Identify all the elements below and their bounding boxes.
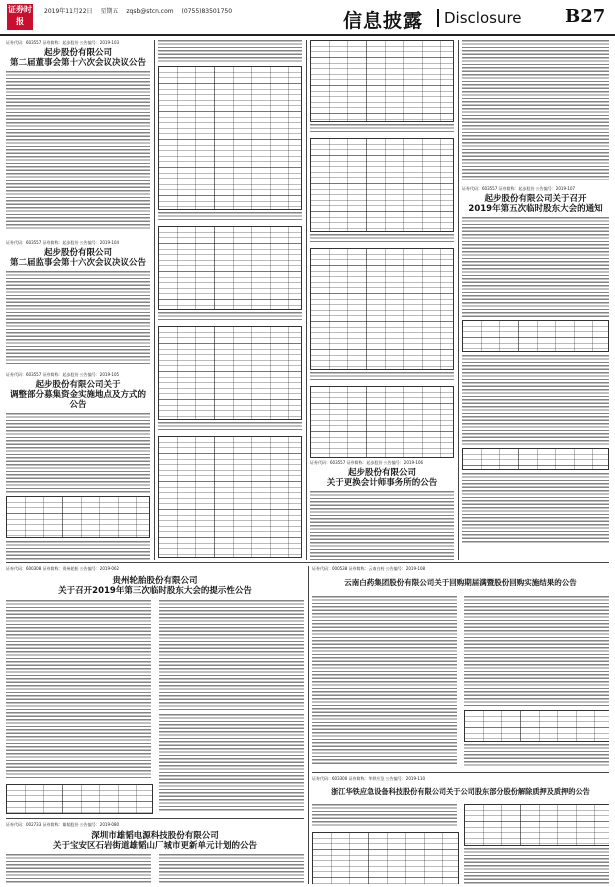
notice-divider [312,772,609,773]
notice-body [312,596,457,766]
notice-body [312,804,457,828]
notice-title: 起步股份有限公司 第二届董事会第十六次会议决议公告 [9,48,146,68]
notice-body [6,541,150,560]
bottom-left [6,566,304,884]
data-table [310,138,454,232]
notice-board-resolution [6,40,150,235]
notice-body [6,71,150,231]
notice-body [159,854,304,884]
data-table [158,226,302,310]
notice-title: 起步股份有限公司 关于更换会计师事务所的公告 [326,468,438,488]
notice-body [159,714,304,812]
notice-shareholder-meeting [462,186,609,560]
fund-table [6,496,150,538]
notice-body [158,212,302,222]
notice-code: 证券代码：603557 证券简称：起步股份 公告编号：2019-105 [6,372,120,377]
data-table [158,436,302,558]
notice-code: 证券代码：000538 证券简称：云南白药 公告编号：2019-108 [312,566,426,571]
notice-body [462,40,609,180]
notice-body [464,848,609,884]
registration-table [462,448,609,470]
section-divider [6,562,609,563]
notice-title: 起步股份有限公司 第二届监事会第十六次会议决议公告 [9,248,146,268]
data-table [310,40,454,122]
notice-code: 证券代码：603557 证券简称：起步股份 公告编号：2019-107 [462,186,576,191]
column-3-tables [310,40,454,560]
data-table [310,248,454,370]
section-title-en: Disclosure [437,9,522,27]
column-divider [458,40,459,560]
notice-huatie [312,776,609,797]
data-table [158,66,302,210]
notice-body [310,124,454,134]
notice-supervisor-resolution [6,240,150,365]
contact-phone: (0755)83501750 [181,8,233,15]
notice-body [158,40,302,62]
data-table [158,326,302,420]
notice-body [310,491,454,560]
notice-divider [6,818,304,819]
notice-body [6,413,150,493]
notice-body [159,600,304,710]
notice-body [6,600,151,780]
column-divider [306,40,307,560]
page-number: B27 [565,6,606,27]
dateline [44,6,238,15]
issue-date: 2019年11月22日 [44,8,93,15]
buyback-table [464,710,609,742]
notice-auditor-change [310,460,454,560]
notice-code: 证券代码：603557 证券简称：起步股份 公告编号：2019-103 [6,40,120,45]
notice-body [158,312,302,322]
notice-body [6,854,151,884]
data-table [310,386,454,458]
agenda-table [6,784,153,814]
notice-xiongtao [6,822,304,851]
notice-title: 深圳市雄韬电源科技股份有限公司 关于宝安区石岩街道雄韬山厂城市更新单元计划的公告 [52,831,257,851]
column-divider [154,40,155,560]
pledge-table [312,832,459,884]
notice-code: 证券代码：603557 证券简称：起步股份 公告编号：2019-104 [6,240,120,245]
bottom-right [312,566,609,884]
notice-body [310,234,454,244]
notice-title: 云南白药集团股份有限公司关于回购期届满暨股份回购实施结果的公告 [344,578,577,587]
notice-code: 证券代码：002733 证券简称：雄韬股份 公告编号：2019-080 [6,822,120,827]
agenda-table [462,320,609,352]
pledge-table [464,804,609,846]
notice-title: 浙江华铁应急设备科技股份有限公司关于公司股东部分股份解除质押及质押的公告 [331,787,590,796]
notice-title: 贵州轮胎股份有限公司 关于召开2019年第三次临时股东大会的提示性公告 [58,576,252,596]
issue-weekday: 星期五 [100,8,119,15]
notice-title: 起步股份有限公司关于 调整部分募集资金实施地点及方式的 公告 [9,380,146,410]
notice-body [462,217,609,317]
logo-text: 证券时报 [8,5,32,26]
column-divider [308,566,309,884]
column-4 [462,40,609,560]
masthead [0,0,615,36]
notice-body [462,355,609,445]
notice-fund-location [6,372,150,560]
notice-title: 起步股份有限公司关于召开 2019年第五次临时股东大会的通知 [468,194,603,214]
column-1 [6,40,150,560]
contact-email: zqsb@stcn.com [126,8,174,15]
column-2 [158,40,302,560]
notice-body [464,596,609,706]
notice-body [310,372,454,382]
notice-body [158,422,302,432]
notice-code: 证券代码：600308 证券简称：贵州轮胎 公告编号：2019-062 [6,566,120,571]
notice-code: 证券代码：603557 证券简称：起步股份 公告编号：2019-106 [310,460,424,465]
section-title: 信息披露 [343,10,424,32]
notice-code: 证券代码：603300 证券简称：华铁应急 公告编号：2019-110 [312,776,426,781]
notice-body [462,473,609,543]
newspaper-logo [7,4,33,30]
notice-body [464,744,609,766]
notice-body [6,271,150,365]
